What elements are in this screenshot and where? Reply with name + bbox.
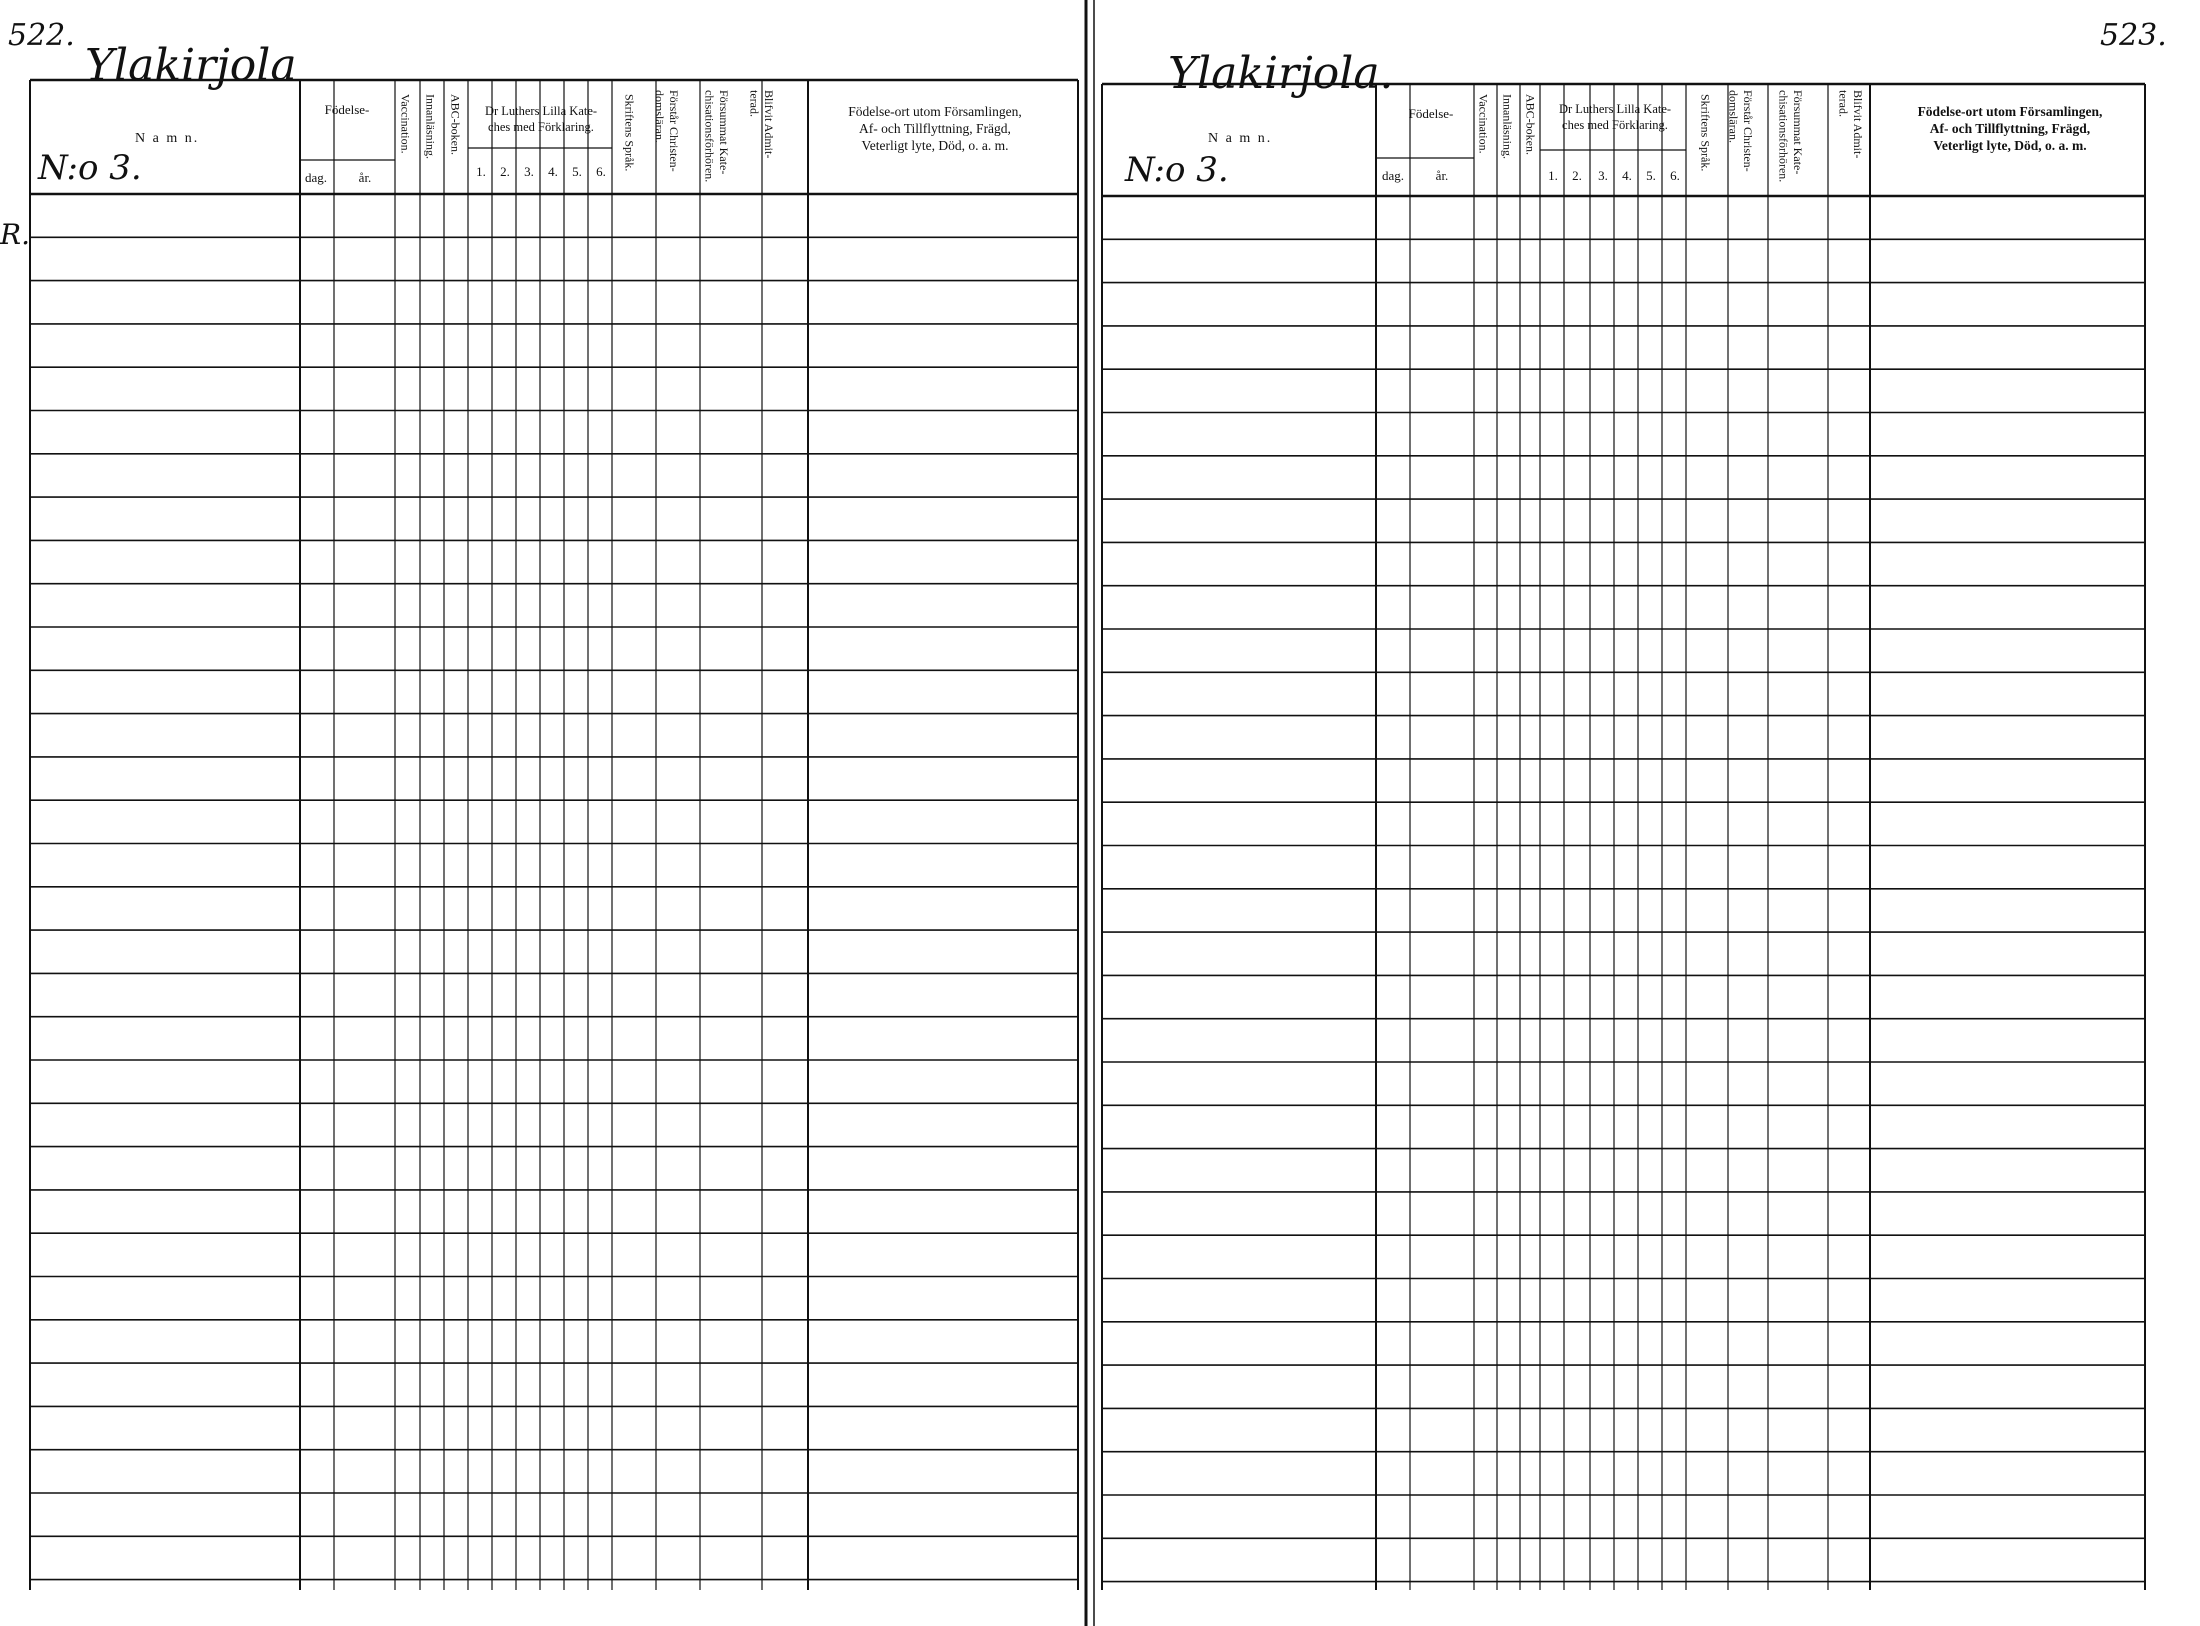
left-header-forsummat-katekes: Försummat Kate- chisationsförhören. (702, 90, 731, 183)
left-header-skriftens-sprak: Skriftens Språk. (622, 94, 637, 172)
right-header-dag: dag. (1381, 168, 1405, 183)
right-header-abc-boken: ABC-boken. (1523, 94, 1538, 155)
right-header-namn: N a m n. (1208, 131, 1273, 146)
right-katekes-1: 1. (1548, 168, 1558, 183)
right-header-fodelseort: Födelse-ort utom Församlingen, Af- och Tillflyttning, Frägd, Veterligt lyte, Död, o. a. m. (1917, 104, 2103, 153)
right-katekes-6: 6. (1670, 168, 1680, 183)
left-header-dag: dag. (304, 170, 328, 185)
right-village-name: Ylakirjola. (1168, 48, 1394, 99)
right-header-forsummat-katekes: Försummat Kate- chisationsförhören. (1776, 90, 1805, 183)
right-katekes-4: 4. (1622, 168, 1632, 183)
right-katekes-5: 5. (1646, 168, 1656, 183)
left-katekes-4: 4. (548, 164, 558, 179)
right-header-vaccination: Vaccination. (1476, 94, 1491, 154)
left-katekes-3: 3. (524, 164, 534, 179)
right-header-ar: år. (1435, 168, 1449, 183)
right-katekes-2: 2. (1572, 168, 1582, 183)
left-page-number: 522. (8, 18, 75, 53)
left-katekes-1: 1. (476, 164, 486, 179)
right-header-katekes: Dr Luthers Lilla Kate- ches med Förklaring. (1558, 102, 1672, 132)
right-header-forstar-christendom: Förstår Christen- domsläran. (1726, 90, 1755, 172)
left-header-forstar-christendom: Förstår Christen- domsläran. (652, 90, 681, 172)
left-katekes-2: 2. (500, 164, 510, 179)
left-header-ar: år. (358, 170, 372, 185)
left-header-katekes: Dr Luthers Lilla Kate- ches med Förklaring. (484, 104, 598, 134)
right-header-innanlasning: Innanläsning. (1500, 94, 1515, 159)
right-katekes-3: 3. (1598, 168, 1608, 183)
right-house-number: N:o 3. (1125, 150, 1229, 190)
left-header-abc-boken: ABC-boken. (448, 94, 463, 155)
right-header-fodelse: Födelse- (1408, 106, 1454, 121)
right-page-number: 523. (2100, 18, 2167, 53)
left-katekes-5: 5. (572, 164, 582, 179)
left-header-fodelseort: Födelse-ort utom Församlingen, Af- och Tillflyttning, Frägd, Veterligt lyte, Död, o. a. m. (848, 104, 1022, 153)
left-house-number: N:o 3. (38, 148, 142, 188)
left-village-name: Ylakirjola (85, 40, 297, 91)
left-header-vaccination: Vaccination. (398, 94, 413, 154)
left-header-innanlasning: Innanläsning. (423, 94, 438, 159)
left-header-blifvit-admitterad: Blifvit Admit- terad. (747, 90, 776, 159)
left-katekes-6: 6. (596, 164, 606, 179)
right-header-blifvit-admitterad: Blifvit Admit- terad. (1836, 90, 1865, 159)
left-header-namn: N a m n. (135, 131, 200, 146)
left-margin-mark: R. (0, 218, 30, 251)
left-header-fodelse: Födelse- (324, 102, 370, 117)
right-header-skriftens-sprak: Skriftens Språk. (1698, 94, 1713, 172)
